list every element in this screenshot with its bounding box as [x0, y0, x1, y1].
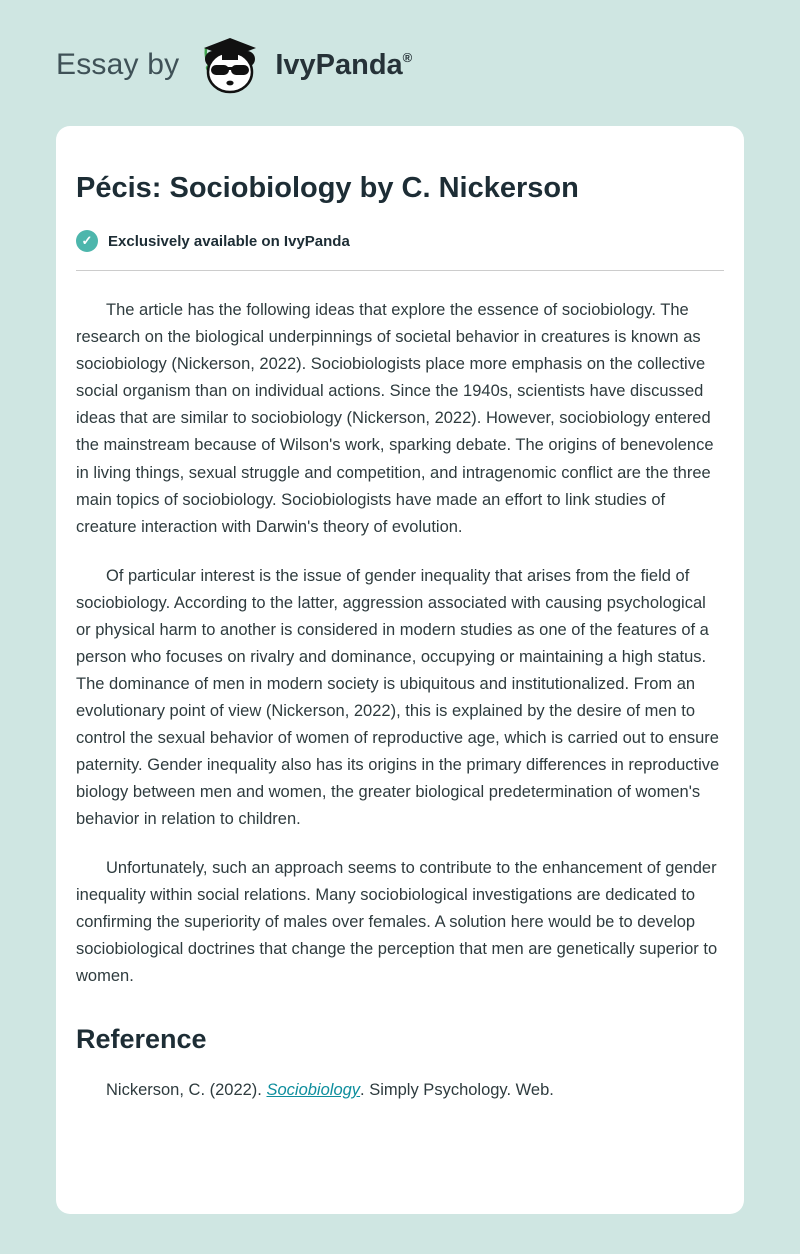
essay-card [56, 126, 744, 1214]
reference-text-after: . Simply Psychology. Web. [360, 1081, 554, 1100]
reference-text-before: Nickerson, C. (2022). [106, 1081, 267, 1100]
availability-badge [76, 230, 724, 252]
reference-entry [76, 1077, 724, 1104]
panda-graduate-icon [199, 36, 261, 94]
brand-text: IvyPanda [275, 48, 403, 81]
registered-mark: ® [402, 49, 413, 65]
essay-paragraph-3: Unfortunately, such an approach seems to contribute to the enhancement of gender inequality within social relations. Many sociobiological investigations are dedicated to confirming the superiority of males over females. A solution here would be to develop sociobiological doctrines that change the perception that men are genetically superior to women. [76, 859, 718, 986]
essay-by-label: Essay by [56, 48, 180, 81]
essay-paragraph-2: Of particular interest is the issue of gender inequality that arises from the field of sociobiology. According to the latter, aggression associated with causing psychological or physical harm to another is considered in modern studies as one of the features of a person who focuses on rivalry and dominance, occupying or maintaining a high status. The dominance of men in modern society is ubiquitous and institutionalized. From an evolutionary point of view (Nickerson, 2022), this is explained by the desire of men to control the sexual behavior of women of reproductive age, which is carried out to ensure paternity. Gender inequality also has its origins in the primary differences in reproductive biology between men and women, the greater biological predetermination of women's behavior in relation to children. [76, 566, 720, 829]
site-header [0, 0, 800, 126]
check-icon: ✓ [76, 230, 98, 252]
essay-title: Pécis: Sociobiology by C. Nickerson [76, 172, 579, 204]
divider [76, 270, 724, 271]
brand-name [275, 49, 412, 82]
essay-paragraph-1: The article has the following ideas that explore the essence of sociobiology. The research on the biological underpinnings of societal behavior in creatures is known as sociobiology (Nickerson, 2022). Sociobiologists place more emphasis on the collective social organism than on individual actions. Since the 1940s, scientists have discussed ideas that are similar to sociobiology (Nickerson, 2022). However, sociobiology entered the mainstream because of Wilson's work, sparking debate. The origins of benevolence in living things, sexual struggle and competition, and intragenomic conflict are the three main topics of sociobiology. Sociobiologists have made an effort to link studies of creature interaction with Darwin's theory of evolution. [76, 301, 714, 536]
reference-heading: Reference [76, 1024, 207, 1055]
availability-text: Exclusively available on IvyPanda [108, 232, 350, 250]
reference-link[interactable]: Sociobiology [266, 1081, 361, 1100]
